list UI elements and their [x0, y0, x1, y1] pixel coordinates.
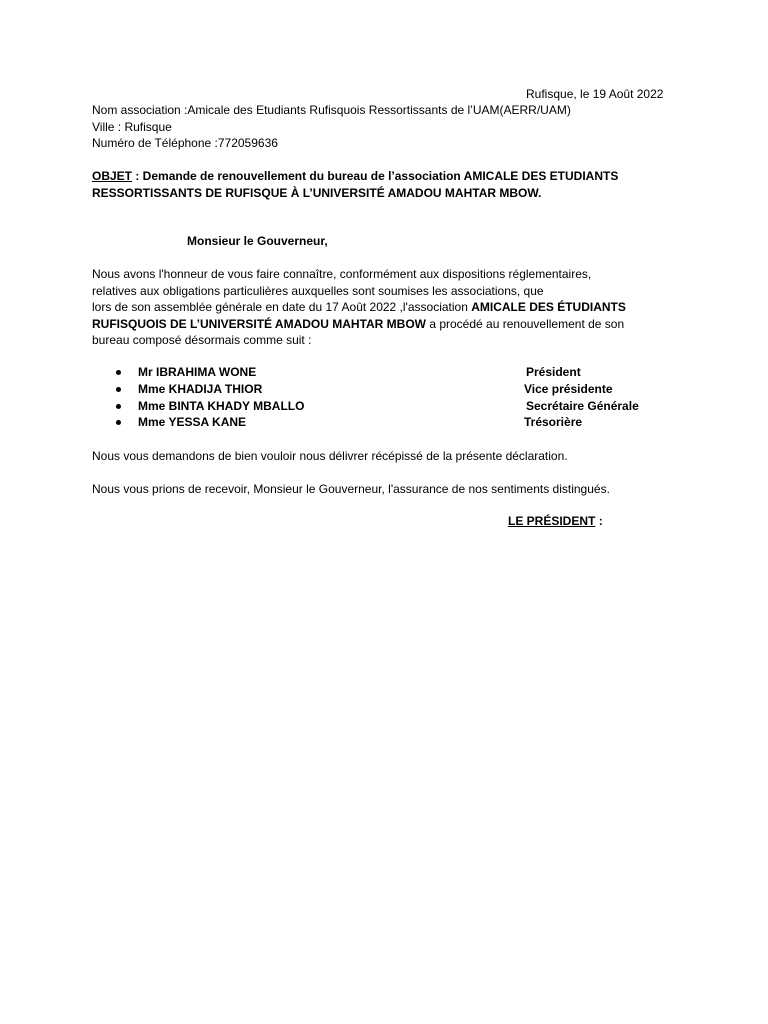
bullet-icon: [116, 387, 121, 392]
member-role: Trésorière: [524, 415, 583, 429]
bullet-icon: [116, 404, 121, 409]
bullet-icon: [116, 420, 121, 425]
body-line-3-start: lors de son assemblée générale en date du 17 Août 2022 ,l'association: [92, 300, 472, 314]
body-line-4-bold: RUFISQUOIS DE L’UNIVERSITÉ AMADOU MAHTAR MBOW: [92, 317, 426, 331]
body-line-4-end: a procédé au renouvellement de son: [426, 317, 625, 331]
date-line: Rufisque, le 19 Août 2022: [526, 87, 664, 101]
member-name: Mme YESSA KANE: [138, 415, 247, 429]
member-name: Mme BINTA KHADY MBALLO: [138, 399, 305, 413]
request-paragraph: Nous vous demandons de bien vouloir nous délivrer récépissé de la présente déclaration.: [92, 449, 568, 463]
subject-text-2: RESSORTISSANTS DE RUFISQUE À L’UNIVERSITÉ AMADOU MAHTAR MBOW.: [92, 186, 542, 200]
subject-text-1: : Demande de renouvellement du bureau de l’association AMICALE DES ETUDIANTS: [132, 169, 619, 183]
association-name-line: Nom association :Amicale des Etudiants Rufisquois Ressortissants de l’UAM(AERR/UAM): [92, 103, 571, 117]
bullet-icon: [116, 370, 121, 375]
member-role: Secrétaire Générale: [526, 399, 639, 413]
signature-line: [508, 513, 603, 530]
member-item: [0, 414, 768, 431]
city-line: Ville : Rufisque: [92, 120, 172, 134]
body-line-1: Nous avons l'honneur de vous faire connaître, conformément aux dispositions réglementaires,: [92, 267, 592, 281]
signature-suffix: :: [595, 514, 603, 528]
phone-line: Numéro de Téléphone :772059636: [92, 136, 278, 150]
member-role: Vice présidente: [524, 382, 613, 396]
subject-label: OBJET: [92, 169, 133, 183]
closing-paragraph: Nous vous prions de recevoir, Monsieur le Gouverneur, l'assurance de nos sentiments distingués.: [92, 482, 610, 496]
body-line-3: [92, 299, 626, 316]
member-name: Mme KHADIJA THIOR: [138, 382, 263, 396]
salutation: Monsieur le Gouverneur,: [187, 234, 328, 248]
member-item: [0, 398, 768, 415]
member-item: [0, 364, 768, 381]
subject-line: [92, 168, 618, 185]
body-line-3-bold: AMICALE DES ÉTUDIANTS: [471, 300, 626, 314]
member-name: Mr IBRAHIMA WONE: [138, 365, 257, 379]
signature-label: LE PRÉSIDENT: [508, 514, 596, 528]
member-item: [0, 381, 768, 398]
body-line-5: bureau composé désormais comme suit :: [92, 333, 312, 347]
body-line-4: [92, 316, 624, 333]
body-line-2: relatives aux obligations particulières auxquelles sont soumises les associations, que: [92, 284, 544, 298]
member-role: Président: [526, 365, 581, 379]
